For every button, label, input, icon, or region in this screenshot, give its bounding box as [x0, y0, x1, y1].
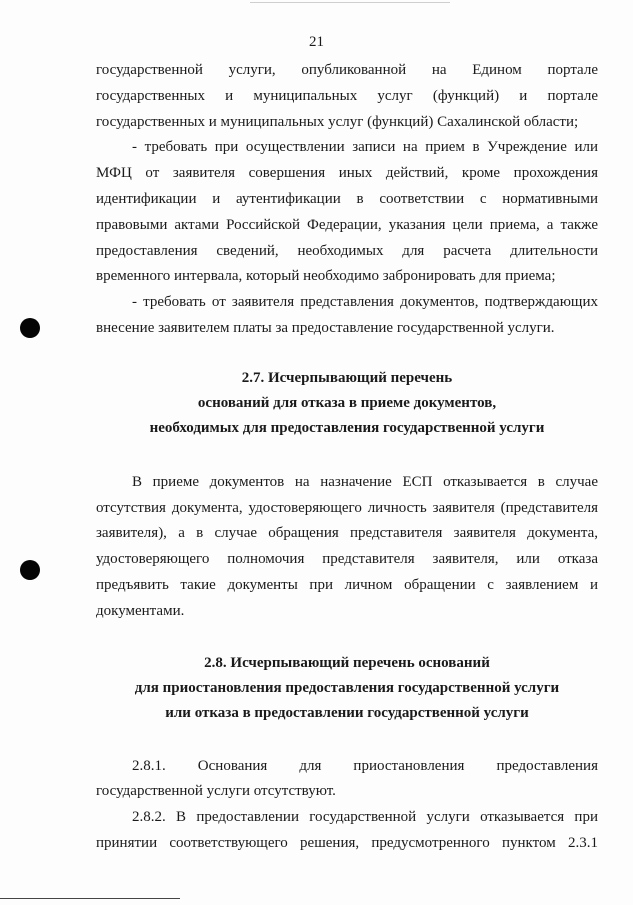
text-line: предоставления сведений, необходимых для расчета длительности [96, 242, 598, 259]
text-line: государственных и муниципальных услуг (функций) и портале [96, 87, 598, 104]
text-line: отсутствия документа, удостоверяющего личность заявителя (представителя [96, 499, 598, 516]
heading-line: для приостановления предоставления государственной услуги [134, 679, 560, 696]
section-2-8-heading [96, 651, 598, 726]
bullet-paragraph-1 [96, 135, 598, 290]
intro-paragraph [96, 58, 598, 135]
text-line: заявителя), а в случае обращения представителя заявителя документа, [96, 525, 598, 542]
text-line: МФЦ от заявителя совершения иных действий, кроме прохождения [96, 165, 598, 182]
heading-line: 2.8. Исчерпывающий перечень оснований [204, 654, 490, 671]
text-line: - требовать от заявителя представления документов, подтверждающих [132, 294, 598, 311]
text-line: В приеме документов на назначение ЕСП отказывается в случае [132, 473, 598, 490]
text-line: удостоверяющего полномочия представителя заявителя, или отказа [96, 551, 598, 568]
text-line: внесение заявителем платы за предоставление государственной услуги. [96, 319, 555, 336]
text-line: идентификации и аутентификации в соответствии с нормативными [96, 190, 598, 207]
bullet-paragraph-2 [96, 290, 598, 342]
text-line: документами. [96, 602, 185, 619]
text-line: правовыми актами Российской Федерации, указания цели приема, а также [96, 216, 598, 233]
text-line: государственной услуги, опубликованной на Едином портале [96, 62, 598, 78]
text-line: государственных и муниципальных услуг (функций) Сахалинской области; [96, 113, 579, 130]
page-number: 21 [309, 34, 324, 50]
text-line: принятии соответствующего решения, предусмотренного пунктом 2.3.1 [96, 834, 598, 851]
text-line: предъявить такие документы при личном обращении с заявлением и [96, 576, 598, 593]
scan-top-edge-line [250, 2, 450, 3]
section-2-7-body [96, 470, 598, 625]
heading-line: оснований для отказа в приеме документов, [197, 394, 497, 411]
item-2-8-1 [96, 754, 598, 806]
text-line: государственной услуги отсутствуют. [96, 783, 336, 800]
heading-line: необходимых для предоставления государственной услуги [149, 419, 545, 436]
heading-line: 2.7. Исчерпывающий перечень [241, 369, 453, 386]
text-line: 2.8.2. В предоставлении государственной услуги отказывается при [132, 809, 598, 826]
heading-line: или отказа в предоставлении государственной услуги [165, 704, 529, 721]
text-line: - требовать при осуществлении записи на прием в Учреждение или [132, 139, 598, 156]
binder-hole-mark-upper [20, 318, 40, 338]
scan-bottom-edge-line [0, 898, 180, 899]
section-2-7-heading [96, 366, 598, 441]
page-content [96, 58, 598, 857]
text-line: временного интервала, который необходимо забронировать для приема; [96, 268, 556, 285]
item-2-8-2 [96, 805, 598, 857]
text-line: 2.8.1. Основания для приостановления предоставления [132, 757, 598, 774]
binder-hole-mark-lower [20, 560, 40, 580]
